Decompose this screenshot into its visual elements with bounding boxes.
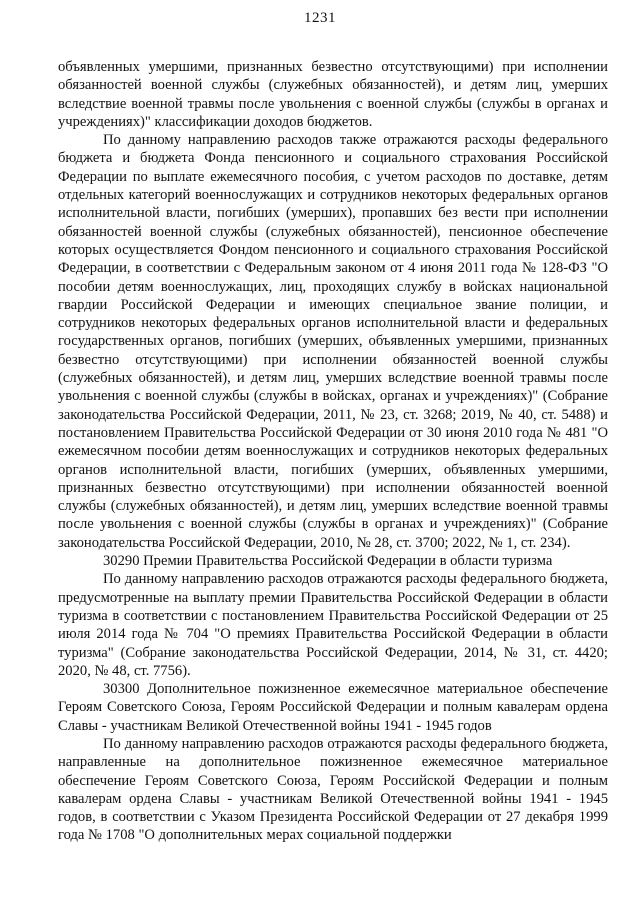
document-body — [58, 58, 608, 845]
section-heading-30300: 30300 Дополнительное пожизненное ежемесячное материальное обеспечение Героям Советского Союза, Героям Российской Федерации и полным кавалерам ордена Славы - участникам Великой Отечественной войны 1941 - 1945 годов — [58, 681, 608, 734]
page-number: 1231 — [304, 10, 336, 26]
paragraph-continuation: объявленных умершими, признанных безвестно отсутствующими) при исполнении обязанностей военной службы (служебных обязанностей), и детям лиц, умерших вследствие военной травмы после увольнения с военной службы (службы в органах и учреждениях)" классификации доходов бюджетов. — [58, 59, 608, 130]
paragraph: По данному направлению расходов также отражаются расходы федерального бюджета и бюджета Фонда пенсионного и социального страхования Российской Федерации по выплате ежемесячного пособия, с учетом расходов по доставке, детям отдельных категорий военнослужащих и сотрудников некоторых федеральных органов исполнительной власти, погибших (умерших), пропавших без вести при исполнении обязанностей военной службы (служебных обязанностей), пенсионное обеспечение которых осуществляется Фондом пенсионного и социального страхования Российской Федерации, в соответствии с Федеральным законом от 4 июня 2011 года № 128-ФЗ "О пособии детям военнослужащих, лиц, проходящих службу в войсках национальной гвардии Российской Федерации и имеющих специальное звание полиции, и сотрудников некоторых федеральных органов исполнительной власти и федеральных государственных органов, погибших (умерших, объявленных умершими, признанных безвестно отсутствующими) при исполнении обязанностей военной службы (служебных обязанностей), и детям лиц, умерших вследствие военной травмы после увольнения с военной службы (службы в войсках, органах и учреждениях)" (Собрание законодательства Российской Федерации, 2011, № 23, ст. 3268; 2019, № 40, ст. 5488) и постановлением Правительства Российской Федерации от 30 июня 2010 года № 481 "О ежемесячном пособии детям военнослужащих и сотрудников некоторых федеральных органов исполнительной власти, погибших (умерших, объявленных умершими, признанных безвестно отсутствующими) при исполнении обязанностей военной службы (служебных обязанностей), и детям лиц, умерших вследствие военной травмы после увольнения с военной службы (службы в органах и учреждениях)" (Собрание законодательства Российской Федерации, 2010, № 28, ст. 3700; 2022, № 1, ст. 234). — [58, 132, 608, 551]
paragraph: По данному направлению расходов отражаются расходы федерального бюджета, направленные на дополнительное пожизненное ежемесячное материальное обеспечение Героям Советского Союза, Героям Российской Федерации и полным кавалерам ордена Славы - участникам Великой Отечественной войны 1941 - 1945 годов, в соответствии с Указом Президента Российской Федерации от 27 декабря 1999 года № 1708 "О дополнительных мерах социальной поддержки — [58, 735, 608, 844]
section-heading-30290: 30290 Премии Правительства Российской Федерации в области туризма — [103, 553, 553, 570]
paragraph: По данному направлению расходов отражаются расходы федерального бюджета, предусмотренные на выплату премии Правительства Российской Федерации в области туризма в соответствии с постановлением Правительства Российской Федерации от 25 июля 2014 года № 704 "О премиях Правительства Российской Федерации в области туризма" (Собрание законодательства Российской Федерации, 2014, № 31, ст. 4420; 2020, № 48, ст. 7756). — [58, 571, 608, 679]
